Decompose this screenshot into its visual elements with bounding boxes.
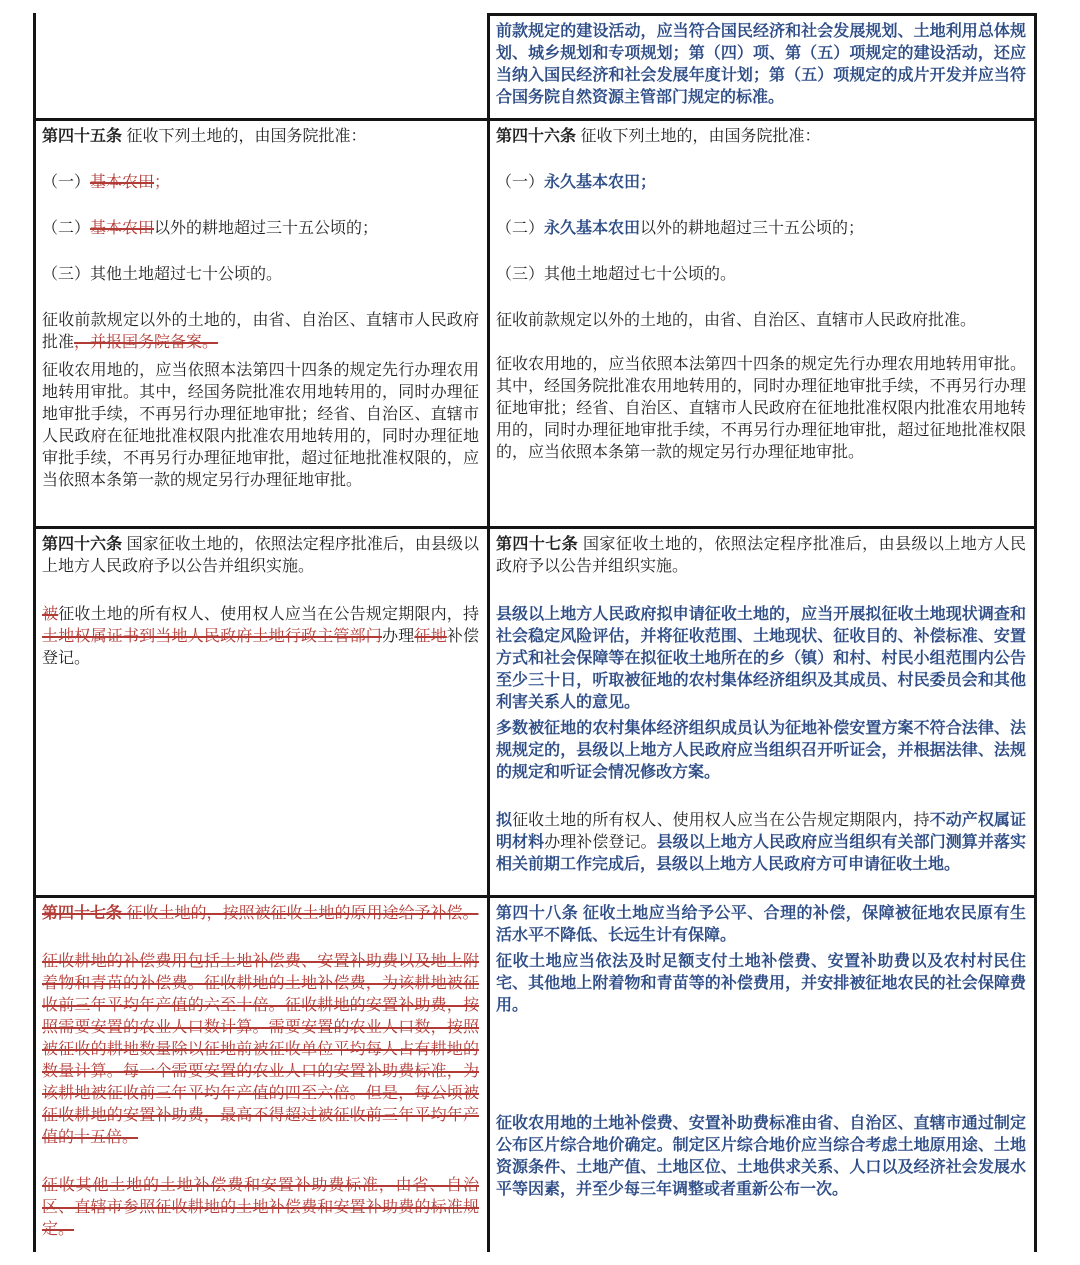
added-text: 前款规定的建设活动，应当符合国民经济和社会发展规划、土地利用总体规划、城乡规划和专项规划；第（四）项、第（五）项规定的建设活动，还应当纳入国民经济和社会发展年度计划；第（五）项规定的成片开发并应当符合国务院自然资源主管部门规定的标准。 bbox=[496, 23, 1026, 106]
law-paragraph bbox=[42, 604, 479, 670]
law-paragraph bbox=[496, 534, 1026, 578]
law-paragraph bbox=[42, 310, 479, 354]
deleted-text: 被 bbox=[42, 606, 59, 623]
article-number: 第四十五条 bbox=[42, 128, 127, 145]
deleted-text: 土地权属证书到当地人民政府土地行政主管部门 bbox=[42, 628, 382, 645]
law-paragraph bbox=[42, 360, 479, 492]
unchanged-text: （一） bbox=[496, 174, 545, 191]
law-paragraph bbox=[42, 126, 479, 148]
old-law-row-1-cell bbox=[33, 13, 487, 118]
deleted-text: 基本农田 bbox=[90, 220, 155, 237]
added-text: 征收土地应当依法及时足额支付土地补偿费、安置补助费以及农村村民住宅、其他地上附着物和青苗等的补偿费用，并安排被征地农民的社会保障费用。 bbox=[496, 953, 1026, 1014]
deleted-punctuation: ； bbox=[154, 174, 171, 191]
added-text: 县级以上地方人民政府应当组织有关部门测算并落实相关前期工作完成后，县级以上地方人民政府方可申请征收土地。 bbox=[496, 834, 1026, 873]
deleted-text: 征收耕地的补偿费用包括土地补偿费、安置补助费以及地上附着物和青苗的补偿费。征收耕地的土地补偿费，为该耕地被征收前三年平均年产值的六至十倍。征收耕地的安置补助费，按照需要安置的农业人口数计算。需要安置的农业人口数，按照被征收的耕地数量除以征地前被征收单位平均每人占有耕地的数量计算。每一个需要安置的农业人口的安置补助费标准，为该耕地被征收前三年平均年产值的四至六倍。但是，每公顷被征收耕地的安置补助费，最高不得超过被征收前三年平均年产值的十五倍。 bbox=[42, 953, 479, 1146]
article-number: 第四十七条 bbox=[496, 536, 583, 553]
unchanged-text: 征收下列土地的，由国务院批准： bbox=[126, 128, 367, 145]
article-number: 第四十六条 bbox=[42, 536, 127, 553]
deleted-article-number: 第四十七条 bbox=[42, 905, 127, 922]
unchanged-text: 征收土地的所有权人、使用权人应当在公告规定期限内，持 bbox=[58, 606, 479, 623]
law-paragraph bbox=[42, 951, 479, 1149]
unchanged-text: 以外的耕地超过三十五公顷的； bbox=[154, 220, 379, 237]
unchanged-text: （二） bbox=[496, 220, 545, 237]
law-paragraph bbox=[496, 126, 1026, 148]
old-law-row-3-cell bbox=[33, 526, 487, 895]
new-law-row-1-cell bbox=[487, 13, 1037, 118]
added-text: 多数被征地的农村集体经济组织成员认为征地补偿安置方案不符合法律、法规规定的，县级以上地方人民政府应当组织召开听证会，并根据法律、法规的规定和听证会情况修改方案。 bbox=[496, 720, 1026, 781]
added-text: 不动产权属证明材料 bbox=[496, 812, 1026, 851]
added-text: 永久基本农田； bbox=[544, 174, 657, 191]
law-paragraph bbox=[496, 218, 1026, 240]
law-paragraph bbox=[42, 264, 479, 286]
law-paragraph bbox=[42, 172, 479, 194]
new-law-row-4-cell bbox=[487, 895, 1037, 1252]
unchanged-text: 征收农用地的，应当依照本法第四十四条的规定先行办理农用地转用审批。其中，经国务院批准农用地转用的，同时办理征地审批手续，不再另行办理征地审批；经省、自治区、直辖市人民政府在征地批准权限内批准农用地转用的，同时办理征地审批手续，不再另行办理征地审批，超过征地批准权限的，应当依照本条第一款的规定另行办理征地审批。 bbox=[496, 356, 1026, 461]
law-paragraph bbox=[496, 310, 1026, 332]
law-paragraph bbox=[496, 903, 1026, 947]
added-text: 第四十八条 征收土地应当给予公平、合理的补偿，保障被征地农民原有生活水平不降低、长远生计有保障。 bbox=[496, 905, 1026, 944]
law-paragraph bbox=[496, 264, 1026, 286]
unchanged-text: （三）其他土地超过七十公顷的。 bbox=[496, 266, 737, 283]
law-paragraph bbox=[496, 951, 1026, 1017]
old-law-row-4-cell bbox=[33, 895, 487, 1252]
deleted-text: ，并报国务院备案。 bbox=[74, 334, 219, 351]
old-law-row-2-cell bbox=[33, 118, 487, 526]
added-text: 县级以上地方人民政府拟申请征收土地的，应当开展拟征收土地现状调查和社会稳定风险评估，并将征收范围、土地现状、征收目的、补偿标准、安置方式和社会保障等在拟征收土地所在的乡（镇）和村、村民小组范围内公告至少三十日，听取被征地的农村集体经济组织及其成员、村民委员会和其他利害关系人的意见。 bbox=[496, 606, 1026, 711]
law-paragraph bbox=[496, 604, 1026, 714]
unchanged-text: （二） bbox=[42, 220, 91, 237]
law-paragraph bbox=[42, 903, 479, 925]
deleted-text: 征地 bbox=[414, 628, 447, 645]
comparison-table bbox=[33, 13, 1037, 1252]
unchanged-text: 征收土地的所有权人、使用权人应当在公告规定期限内，持 bbox=[512, 812, 930, 829]
law-paragraph bbox=[496, 172, 1026, 194]
unchanged-text: 征收下列土地的，由国务院批准： bbox=[580, 128, 821, 145]
deleted-text: 征收土地的，按照被征收土地的原用途给予补偿。 bbox=[126, 905, 479, 922]
unchanged-text: （一） bbox=[42, 174, 91, 191]
unchanged-text: （三）其他土地超过七十公顷的。 bbox=[42, 266, 283, 283]
added-text: 征收农用地的土地补偿费、安置补助费标准由省、自治区、直辖市通过制定公布区片综合地价确定。制定区片综合地价应当综合考虑土地原用途、土地资源条件、土地产值、土地区位、土地供求关系、人口以及经济社会发展水平等因素，并至少每三年调整或者重新公布一次。 bbox=[496, 1115, 1026, 1198]
unchanged-text: 办理补偿登记。 bbox=[544, 834, 657, 851]
added-text: 拟 bbox=[496, 812, 513, 829]
law-paragraph bbox=[496, 810, 1026, 876]
deleted-text: 基本农田 bbox=[90, 174, 155, 191]
law-paragraph bbox=[42, 534, 479, 578]
law-paragraph bbox=[496, 21, 1026, 109]
unchanged-text: 补偿登记。 bbox=[42, 628, 479, 667]
deleted-text: 征收其他土地的土地补偿费和安置补助费标准，由省、自治区、直辖市参照征收耕地的土地补偿费和安置补助费的标准规定。 bbox=[42, 1177, 479, 1238]
law-paragraph bbox=[42, 1175, 479, 1241]
added-text: 永久基本农田 bbox=[544, 220, 641, 237]
new-law-row-3-cell bbox=[487, 526, 1037, 895]
law-paragraph bbox=[496, 718, 1026, 784]
unchanged-text: 国家征收土地的，依照法定程序批准后，由县级以上地方人民政府予以公告并组织实施。 bbox=[496, 536, 1026, 575]
unchanged-text: 办理 bbox=[382, 628, 415, 645]
new-law-row-2-cell bbox=[487, 118, 1037, 526]
article-number: 第四十六条 bbox=[496, 128, 581, 145]
unchanged-text: 征收前款规定以外的土地的，由省、自治区、直辖市人民政府批准 bbox=[42, 312, 479, 351]
law-paragraph bbox=[42, 218, 479, 240]
law-paragraph bbox=[496, 354, 1026, 464]
unchanged-text: 国家征收土地的，依照法定程序批准后，由县级以上地方人民政府予以公告并组织实施。 bbox=[42, 536, 479, 575]
unchanged-text: 征收农用地的，应当依照本法第四十四条的规定先行办理农用地转用审批。其中，经国务院批准农用地转用的，同时办理征地审批手续，不再另行办理征地审批；经省、自治区、直辖市人民政府在征地批准权限内批准农用地转用的，同时办理征地审批手续，不再另行办理征地审批，超过征地批准权限的，应当依照本条第一款的规定另行办理征地审批。 bbox=[42, 362, 479, 489]
unchanged-text: 征收前款规定以外的土地的，由省、自治区、直辖市人民政府批准。 bbox=[496, 312, 977, 329]
law-paragraph bbox=[496, 1113, 1026, 1201]
unchanged-text: 以外的耕地超过三十五公顷的； bbox=[640, 220, 865, 237]
